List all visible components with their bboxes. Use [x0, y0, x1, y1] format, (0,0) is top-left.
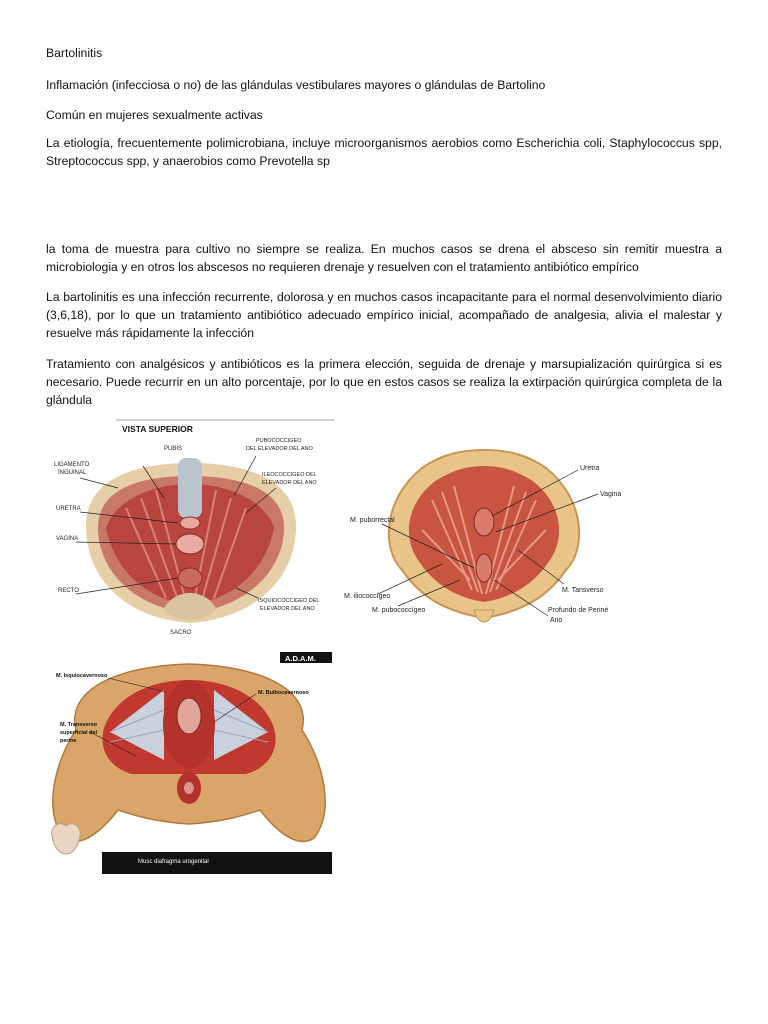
- sampling-paragraph: la toma de muestra para cultivo no siempre se realiza. En muchos casos se drena el absceso sin remitir muestra a microbiologia y en otros los abscesos no requieren drenaje y resuelven con el tratamiento antibiótico empírico: [46, 242, 722, 274]
- fig1-label-ligamento-2: INGUINAL: [58, 470, 87, 476]
- fig1-label-ligamento-1: LIGAMENTO: [54, 462, 90, 468]
- adam-logo-text: A.D.A.M.: [285, 654, 316, 663]
- fig3-label-transverso-2: superficial del: [60, 730, 97, 736]
- fig1-label-sacro: SACRO: [170, 630, 192, 636]
- fig2-label-puborrectal: M. puborrectal: [350, 517, 395, 524]
- fig1-label-recto: RECTO: [58, 588, 79, 594]
- caption-bar: [102, 852, 332, 874]
- doc-title: Bartolinitis: [46, 46, 103, 60]
- fig1-label-isquiococcigeo-1: ISQUIOCOCCIGEO DEL: [258, 598, 320, 604]
- fig3-label-bulbocavernoso: M. Bulbocavernoso: [258, 690, 309, 696]
- fig1-label-vagina: VAGINA: [56, 536, 79, 542]
- fig2-label-iliococcigeo: M. iliococcígeo: [344, 593, 391, 600]
- fig1-title: VISTA SUPERIOR: [122, 424, 193, 434]
- treatment-paragraph: Tratamiento con analgésicos y antibióticos es la primera elección, seguida de drenaje y marsupialización quirúrgica si es necesario. Puede recurrir en un alto porcentaje, por lo que en estos casos se realiza la extirpación quirúrgica completa de la glándula: [46, 357, 722, 407]
- fig1-label-ileococcigeo-2: ELEVADOR DEL ANO: [262, 480, 317, 486]
- pelvic-floor-superior-figure: [46, 418, 334, 640]
- fig3-caption: Musc diafragma urogenital: [138, 859, 209, 865]
- urogenital-diaphragm-illustration: [46, 650, 332, 874]
- pelvic-floor-superior-illustration: [46, 418, 334, 640]
- etiology-paragraph: La etiología, frecuentemente polimicrobiana, incluye microorganismos aerobios como Escherichia coli, Staphylococcus spp, Streptococcus spp, y anaerobios como Prevotella sp: [46, 136, 722, 168]
- recurrence-paragraph: La bartolinitis es una infección recurrente, dolorosa y en muchos casos incapacitante para el normal desenvolvimiento diario (3,6,18), por lo que un tratamiento antibiótico adecuado empírico inicial, acompañado de analgesia, alivia el malestar y resuelve más rápidamente la infección: [46, 290, 722, 340]
- fig1-label-pubis: PUBIS: [164, 446, 183, 452]
- fig3-label-transverso-3: perine: [60, 738, 77, 744]
- fig2-label-transverso-1: M. Tansverso: [562, 587, 604, 594]
- fig1-label-ileococcigeo-1: ILEOCOCCIGEO DEL: [262, 472, 317, 478]
- population-paragraph: Común en mujeres sexualmente activas: [46, 108, 263, 122]
- pelvic-floor-muscles-illustration: [342, 440, 628, 638]
- fig2-label-transverso-2: Profundo de Periné: [548, 607, 609, 614]
- urogenital-diaphragm-figure: [46, 650, 332, 874]
- fig2-label-uretra: Uretra: [580, 465, 600, 472]
- fig1-label-uretra: URETRA: [56, 506, 81, 512]
- fig1-label-isquiococcigeo-2: ELEVADOR DEL ANO: [260, 606, 315, 612]
- fig2-label-pubococcigeo: M. pubococcígeo: [372, 607, 426, 614]
- fig3-label-isquiocavernoso: M. Isquiocavernoso: [56, 673, 108, 679]
- fig2-label-vagina: Vagina: [600, 491, 622, 498]
- definition-paragraph: Inflamación (infecciosa o no) de las glándulas vestibulares mayores o glándulas de Bartolino: [46, 78, 546, 92]
- fig3-label-transverso-1: M. Transverso: [60, 722, 97, 728]
- fig1-label-pubococcigeo-2: DEL ELEVADOR DEL ANO: [246, 446, 313, 452]
- pelvic-floor-muscles-figure: [342, 440, 628, 638]
- fig1-label-pubococcigeo-1: PUBOCOCCIGEO: [256, 438, 302, 444]
- fig2-label-ano: Ano: [550, 617, 563, 624]
